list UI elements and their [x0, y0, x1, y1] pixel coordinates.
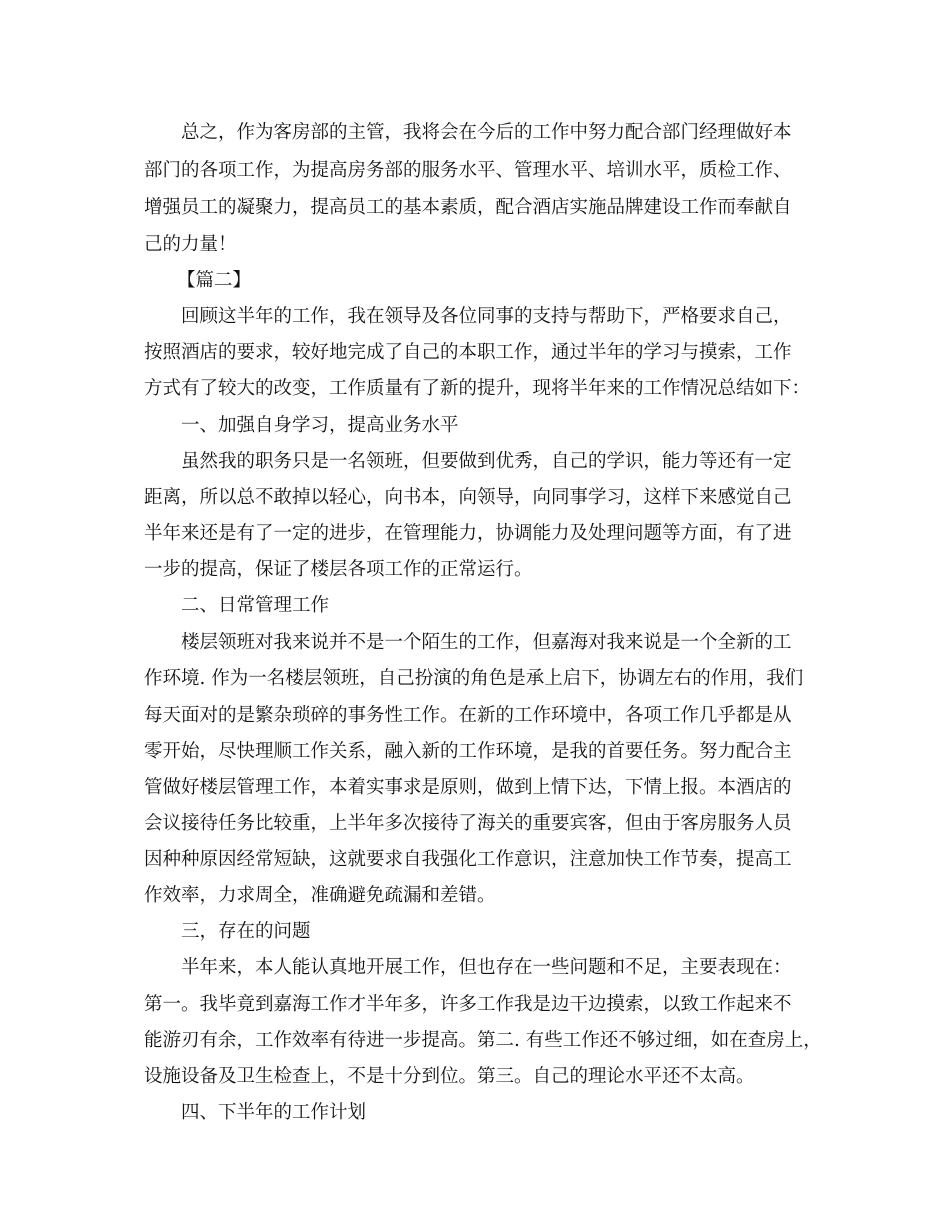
- paragraph-line: 方式有了较大的改变，工作质量有了新的提升，现将半年来的工作情况总结如下：: [144, 378, 811, 399]
- paragraph-line: 回顾这半年的工作，我在领导及各位同事的支持与帮助下，严格要求自己，: [181, 306, 792, 327]
- section-heading: 【篇二】: [177, 270, 252, 291]
- paragraph-line: 己的力量！: [144, 234, 237, 255]
- paragraph-line: 每天面对的是繁杂琐碎的事务性工作。在新的工作环境中，各项工作几乎都是从: [144, 705, 792, 726]
- section-heading: 三，存在的问题: [181, 921, 311, 942]
- paragraph-line: 距离，所以总不敢掉以轻心，向书本，向领导，向同事学习，这样下来感觉自己: [144, 487, 792, 508]
- paragraph-line: 部门的各项工作，为提高房务部的服务水平、管理水平、培训水平，质检工作、: [144, 160, 792, 181]
- section-heading: 四、下半年的工作计划: [181, 1102, 367, 1123]
- paragraph-line: 按照酒店的要求，较好地完成了自己的本职工作，通过半年的学习与摸索，工作: [144, 342, 792, 363]
- paragraph-line: 虽然我的职务只是一名领班，但要做到优秀，自己的学识，能力等还有一定: [181, 451, 792, 472]
- paragraph-line: 能游刃有余，工作效率有待进一步提高。第二. 有些工作还不够过细，如在查房上，: [144, 1030, 822, 1051]
- paragraph-line: 因种种原因经常短缺，这就要求自我强化工作意识，注意加快工作节奏，提高工: [144, 849, 792, 870]
- paragraph-line: 设施设备及卫生检查上，不是十分到位。第三。自己的理论水平还不太高。: [144, 1066, 755, 1087]
- paragraph-line: 总之，作为客房部的主管，我将会在今后的工作中努力配合部门经理做好本: [181, 122, 792, 143]
- paragraph-line: 楼层领班对我来说并不是一个陌生的工作，但嘉海对我来说是一个全新的工: [181, 632, 792, 653]
- paragraph-line: 一步的提高，保证了楼层各项工作的正常运行。: [144, 559, 533, 580]
- paragraph-line: 半年来，本人能认真地开展工作，但也存在一些问题和不足，主要表现在：: [181, 957, 792, 978]
- paragraph-line: 增强员工的凝聚力，提高员工的基本素质，配合酒店实施品牌建设工作而奉献自: [144, 197, 792, 218]
- paragraph-line: 会议接待任务比较重，上半年多次接待了海关的重要宾客，但由于客房服务人员: [144, 813, 792, 834]
- paragraph-line: 作环境. 作为一名楼层领班，自己扮演的角色是承上启下，协调左右的作用，我们: [144, 668, 804, 689]
- section-heading: 一、加强自身学习，提高业务水平: [181, 415, 459, 436]
- paragraph-line: 管做好楼层管理工作，本着实事求是原则，做到上情下达，下情上报。本酒店的: [144, 777, 792, 798]
- paragraph-line: 零开始，尽快理顺工作关系，融入新的工作环境，是我的首要任务。努力配合主: [144, 741, 792, 762]
- paragraph-line: 半年来还是有了一定的进步，在管理能力，协调能力及处理问题等方面，有了进: [144, 523, 792, 544]
- paragraph-line: 作效率，力求周全，准确避免疏漏和差错。: [144, 885, 496, 906]
- section-heading: 二、日常管理工作: [181, 595, 330, 616]
- paragraph-line: 第一。我毕竟到嘉海工作才半年多，许多工作我是边干边摸索，以致工作起来不: [144, 994, 792, 1015]
